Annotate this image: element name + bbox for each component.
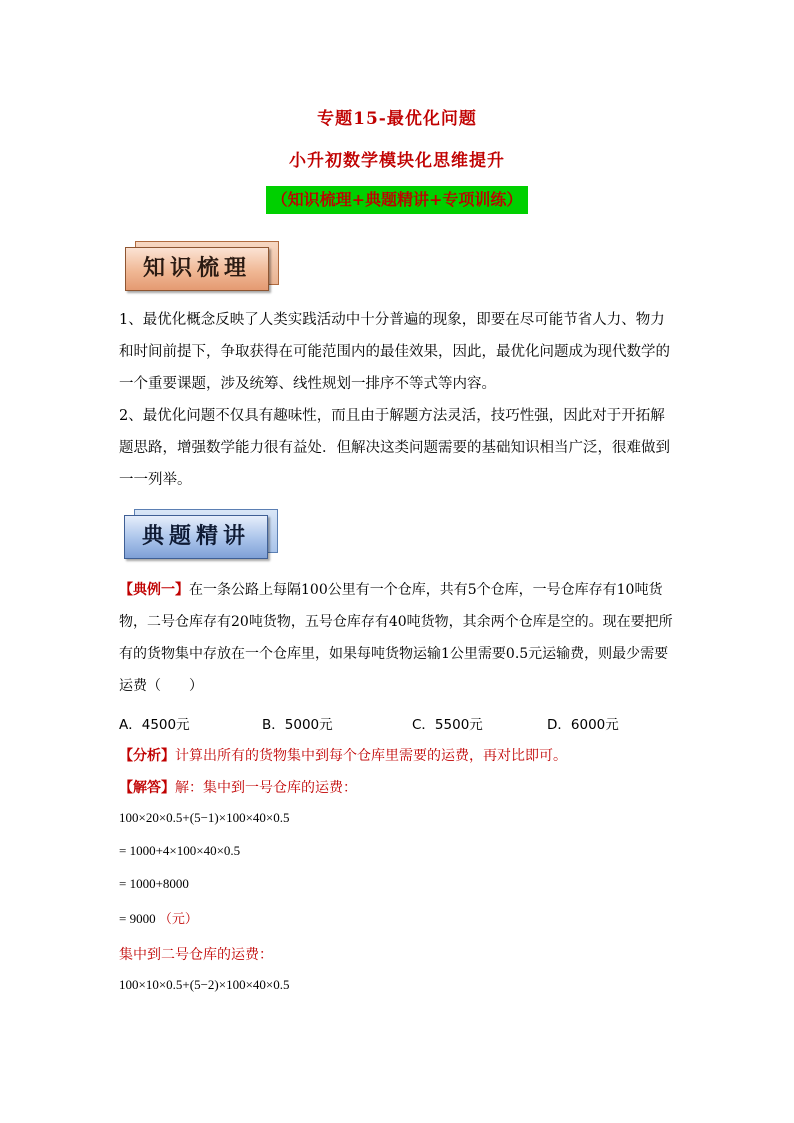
calc-step-3: = 1000+8000 bbox=[119, 876, 189, 891]
analysis-tag: 【分析】 bbox=[119, 748, 175, 764]
knowledge-paragraph-1: 1、最优化概念反映了人类实践活动中十分普遍的现象，即要在尽可能节省人力、物力和时间前提下，争取获得在可能范围内的最佳效果，因此，最优化问题成为现代数学的一个重要课题，涉及统筹、线性规划一排序不等式等内容。 bbox=[119, 312, 670, 392]
calc-step-4 bbox=[119, 908, 198, 927]
calc-step-5: 100×10×0.5+(5−2)×100×40×0.5 bbox=[119, 977, 290, 992]
analysis-line bbox=[119, 740, 679, 772]
option-d: D．6000元 bbox=[547, 717, 619, 733]
calc-result: = 9000 bbox=[119, 911, 156, 926]
option-a: A．4500元 bbox=[119, 717, 190, 733]
example-question bbox=[119, 574, 679, 702]
heading-warehouse-2: 集中到二号仓库的运费： bbox=[119, 947, 273, 963]
document-tagline: （知识梳理+典题精讲+专项训练） bbox=[266, 186, 529, 214]
calc-unit: （元） bbox=[158, 912, 198, 927]
knowledge-paragraph-2: 2、最优化问题不仅具有趣味性，而且由于解题方法灵活，技巧性强，因此对于开拓解题思路，增强数学能力很有益处．但解决这类问题需要的基础知识相当广泛，很难做到一一列举。 bbox=[119, 408, 670, 488]
document-subtitle: 小升初数学模块化思维提升 bbox=[289, 151, 505, 171]
calc-step-1: 100×20×0.5+(5−1)×100×40×0.5 bbox=[119, 810, 290, 825]
calc-step-2: = 1000+4×100×40×0.5 bbox=[119, 843, 241, 858]
document-title: 专题15-最优化问题 bbox=[317, 109, 477, 129]
option-b: B．5000元 bbox=[262, 717, 333, 733]
section-label-knowledge: 知识梳理 bbox=[125, 247, 269, 291]
tagline-wrap bbox=[0, 186, 794, 214]
example-text: 在一条公路上每隔100公里有一个仓库，共有5个仓库，一号仓库存有10吨货物，二号仓库存有20吨货物，五号仓库存有40吨货物，其余两个仓库是空的。现在要把所有的货物集中存放在一个仓库里，如果每吨货物运输1公里需要0.5元运输费，则最少需要运费（ ） bbox=[119, 582, 673, 694]
section-label-examples: 典题精讲 bbox=[124, 515, 268, 559]
example-tag: 【典例一】 bbox=[119, 582, 189, 598]
answer-text: 解：集中到一号仓库的运费： bbox=[175, 780, 357, 796]
answer-line bbox=[119, 772, 679, 804]
analysis-text: 计算出所有的货物集中到每个仓库里需要的运费，再对比即可。 bbox=[175, 748, 567, 764]
knowledge-text bbox=[119, 304, 679, 496]
option-c: C．5500元 bbox=[412, 717, 483, 733]
answer-tag: 【解答】 bbox=[119, 780, 175, 796]
